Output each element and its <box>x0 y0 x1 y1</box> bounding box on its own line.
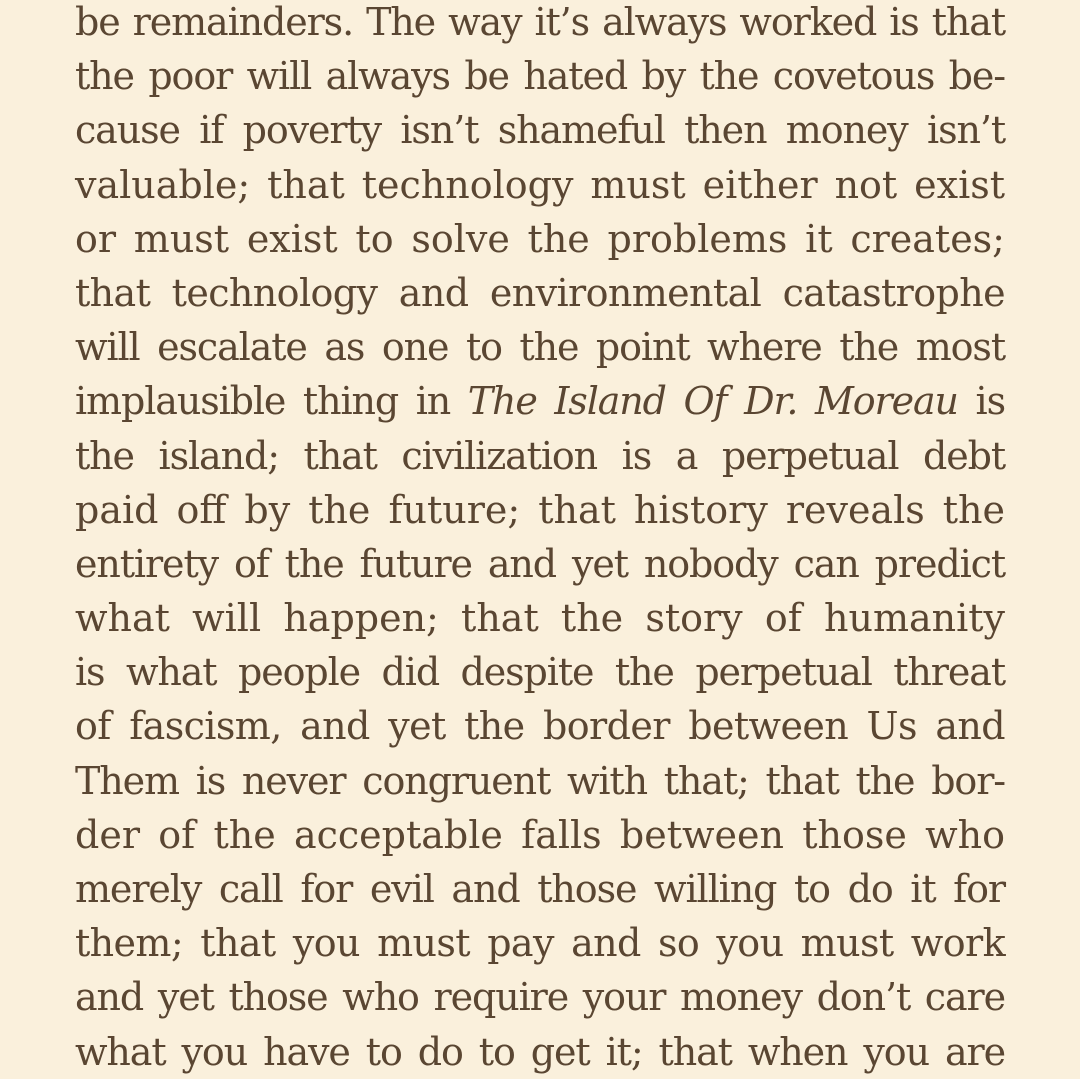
text-line: cause if poverty isn’t shameful then money isn’t <box>75 108 1005 153</box>
text-line: Them is never congruent with that; that the bor- <box>75 758 1005 803</box>
text-line: entirety of the future and yet nobody can predict <box>75 541 1005 586</box>
text-line <box>75 374 1005 428</box>
text-line: that technology and environmental catastrophe <box>75 270 1005 315</box>
text-segment: implausible thing in <box>75 379 468 424</box>
text-line: merely call for evil and those willing to do it for <box>75 867 1005 911</box>
text-line: and yet those who require your money don’t care <box>75 975 1005 1020</box>
text-line: be remainders. The way it’s always worked is that <box>75 0 1005 44</box>
text-line: paid off by the future; that history reveals the <box>75 487 1005 532</box>
text-line: the poor will always be hated by the covetous be- <box>75 54 1005 99</box>
book-title-italic: The Island Of Dr. Moreau <box>467 379 958 424</box>
text-line: valuable; that technology must either not exist <box>75 162 1005 207</box>
text-line: what you have to do to get it; that when you are <box>75 1029 1005 1074</box>
book-text <box>75 0 1005 1079</box>
text-line: der of the acceptable falls between those who <box>75 812 1005 857</box>
text-segment: is <box>957 379 1005 424</box>
text-line: what will happen; that the story of humanity <box>75 596 1005 641</box>
text-line: of fascism, and yet the border between Us and <box>75 704 1005 749</box>
text-line: is what people did despite the perpetual threat <box>75 650 1005 695</box>
text-line: or must exist to solve the problems it creates; <box>75 216 1005 261</box>
text-line: them; that you must pay and so you must work <box>75 921 1005 966</box>
text-line: will escalate as one to the point where the most <box>75 325 1005 370</box>
text-line: the island; that civilization is a perpetual debt <box>75 433 1005 478</box>
